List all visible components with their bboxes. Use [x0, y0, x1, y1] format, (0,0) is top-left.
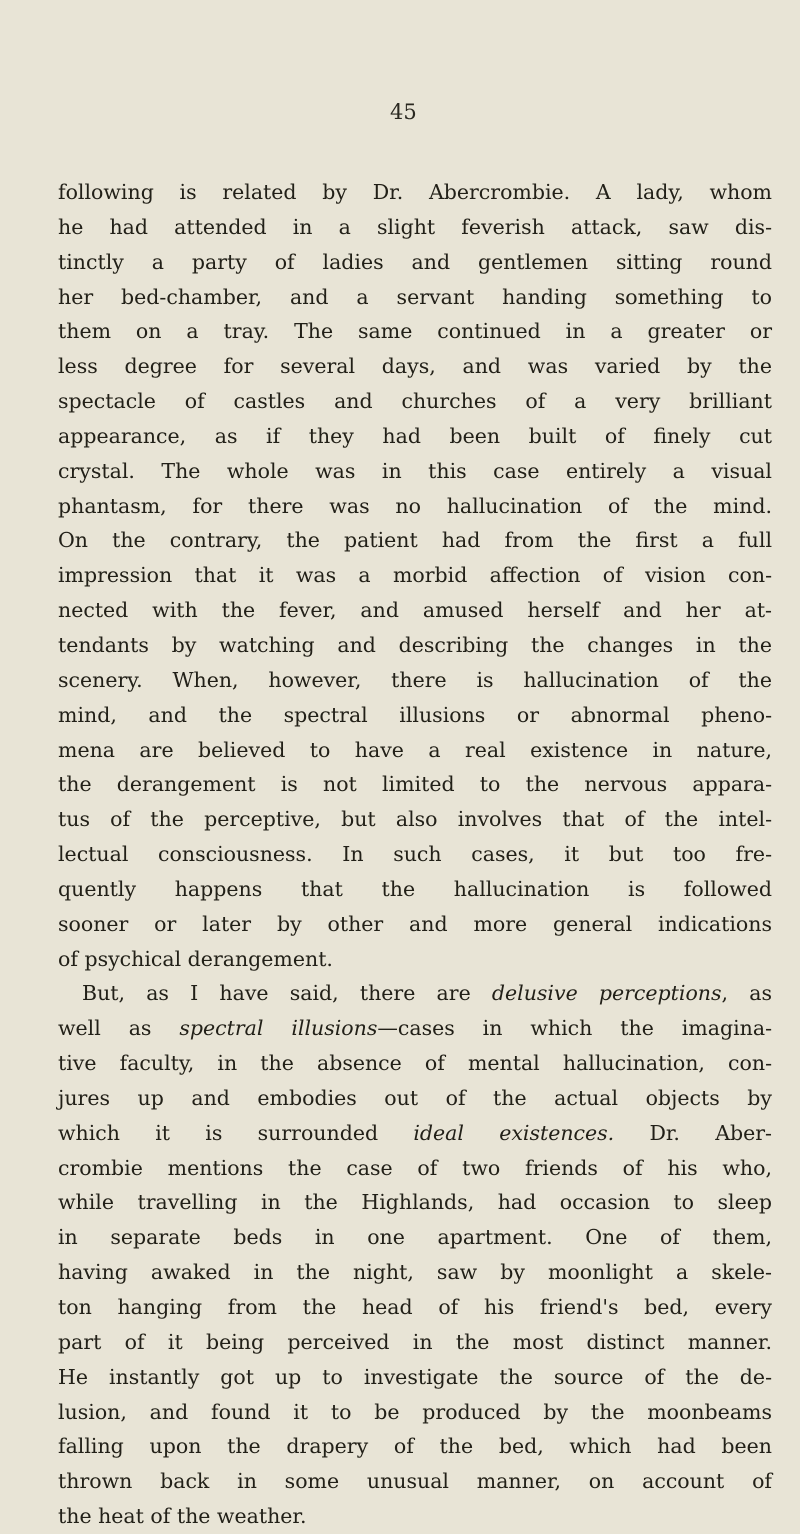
text-line: the derangement is not limited to the nervous appara-	[58, 772, 772, 797]
text-line: tus of the perceptive, but also involves that of the intel-	[58, 807, 772, 832]
text-line: tive faculty, in the absence of mental hallucination, con-	[58, 1051, 772, 1076]
text-line: He instantly got up to investigate the source of the de-	[58, 1364, 772, 1389]
text-line: them on a tray. The same continued in a greater or	[58, 319, 772, 344]
text-run: , as	[721, 981, 772, 1006]
text-line: appearance, as if they had been built of finely cut	[58, 423, 772, 448]
text-run: Dr. Aber-	[614, 1120, 772, 1145]
text-line: mena are believed to have a real existence in nature,	[58, 737, 772, 762]
text-line: quently happens that the hallucination is followed	[58, 876, 772, 901]
text-line	[58, 1011, 772, 1046]
text-run: —cases in which the imagina-	[377, 1016, 773, 1041]
italic-phrase: ideal existences.	[413, 1120, 615, 1145]
text-line: sooner or later by other and more general indications	[58, 911, 772, 936]
text-line: part of it being perceived in the most distinct manner.	[58, 1329, 772, 1354]
body-text	[58, 175, 772, 1534]
text-line: nected with the fever, and amused herself and her at-	[58, 598, 772, 623]
italic-phrase: delusive perceptions	[491, 981, 722, 1006]
text-line: thrown back in some unusual manner, on account of	[58, 1469, 772, 1494]
text-line: her bed-chamber, and a servant handing something to	[58, 284, 772, 309]
text-line: mind, and the spectral illusions or abnormal pheno-	[58, 702, 772, 727]
text-line: lectual consciousness. In such cases, it but too fre-	[58, 842, 772, 867]
text-line: jures up and embodies out of the actual objects by	[58, 1085, 772, 1110]
text-line: crystal. The whole was in this case entirely a visual	[58, 458, 772, 483]
text-line: in separate beds in one apartment. One of them,	[58, 1225, 772, 1250]
page-number: 45	[390, 100, 417, 124]
text-run: which it is surrounded	[58, 1120, 414, 1145]
text-line: tendants by watching and describing the changes in the	[58, 632, 772, 657]
text-run: But, as I have said, there are	[82, 981, 492, 1006]
text-line: of psychical derangement.	[58, 946, 333, 971]
italic-phrase: spectral illusions	[179, 1016, 378, 1041]
text-line: following is related by Dr. Abercrombie. A lady, whom	[58, 180, 772, 204]
text-line: falling upon the drapery of the bed, which had been	[58, 1434, 772, 1459]
text-line: tinctly a party of ladies and gentlemen sitting round	[58, 249, 772, 274]
text-line: ton hanging from the head of his friend's bed, every	[58, 1295, 772, 1319]
text-line: he had attended in a slight feverish attack, saw dis-	[58, 214, 772, 239]
text-line: crombie mentions the case of two friends of his who,	[58, 1155, 772, 1180]
text-run: well as	[58, 1016, 180, 1041]
text-line: phantasm, for there was no hallucination of the mind.	[58, 493, 772, 518]
text-line: On the contrary, the patient had from the first a full	[58, 528, 772, 553]
text-line: scenery. When, however, there is hallucination of the	[58, 667, 772, 692]
text-line	[58, 1116, 772, 1151]
text-line: having awaked in the night, saw by moonlight a skele-	[58, 1260, 772, 1285]
text-line: impression that it was a morbid affection of vision con-	[58, 563, 772, 588]
text-line	[58, 976, 772, 1011]
text-line: less degree for several days, and was varied by the	[58, 354, 772, 379]
text-line: the heat of the weather.	[58, 1504, 307, 1529]
text-line: while travelling in the Highlands, had occasion to sleep	[58, 1190, 772, 1215]
text-line: lusion, and found it to be produced by the moonbeams	[58, 1399, 772, 1424]
text-line: spectacle of castles and churches of a very brilliant	[58, 389, 772, 414]
